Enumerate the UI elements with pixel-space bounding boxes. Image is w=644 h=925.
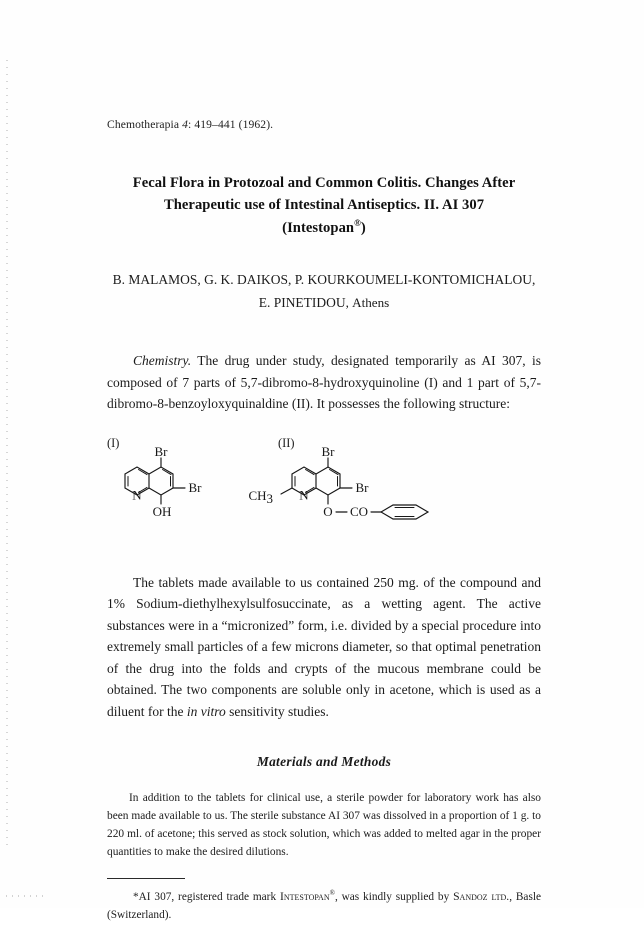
compound-two-methyl-label: CH3 [248,487,273,506]
compound-two-br-top-label: Br [321,443,335,459]
tablets-body-text: The tablets made available to us contained 250 mg. of the compound and 1% Sodium-diethylhexylsulfosuccinate, as a wetting agent. The active substances were in a “micronized” form, i.e. divided by a special procedure into extremely small particles of a few microns diameter, so that optimal penetration of the drug into the folds and crypts of the mucous membrane could be obtained. The two components are soluble only in acetone, which is used as a diluent for the [107,574,541,719]
footnote-part-1: *AI 307, registered trade mark [133,890,280,903]
author-list [107,269,541,314]
title-line-3 [107,217,541,239]
compound-two-benzo-ring [316,467,340,495]
page-content [107,118,541,925]
registered-mark-icon: ® [329,888,335,897]
tablets-body-end: sensitivity studies. [225,704,329,719]
title-line-1: Fecal Flora in Protozoal and Common Colitis. Changes After [132,175,516,191]
author-line-2 [107,292,541,314]
journal-colon: : [188,118,195,131]
author-line-1: B. MALAMOS, G. K. DAIKOS, P. KOURKOUMELI-KONTOMICHALOU, [112,272,536,288]
journal-name: Chemotherapia [107,118,180,131]
compound-two-nitrogen-label: N [299,487,309,503]
journal-period: . [270,118,274,131]
chemistry-paragraph [107,350,541,415]
materials-paragraph [107,789,541,862]
footnote-company: Sandoz ltd. [453,889,510,903]
compound-one-hydroxyl-label: OH [152,503,172,519]
materials-body-text: In addition to the tablets for clinical use, a sterile powder for laboratory work has also been made available to us. The sterile substance AI 307 was dissolved in a proportion of 1 g. to 220 ml. of acetone; this served as stock solution, which was added to melted agar in the proper quantities to make the desired dilutions. [107,791,541,859]
compound-two-phenyl-ring [381,505,428,519]
structure-label-two: (II) [278,435,295,450]
chemical-structure-figure [107,436,541,536]
chemistry-lead-in: Chemistry. [133,353,192,369]
structure-label-one: (I) [107,435,120,450]
chemistry-body-text: The drug under study, designated temporarily as AI 307, is composed of 7 parts of 5,7-dibromo-8-hydroxyquinoline (I) and 1 part of 5,7-dibromo-8-benzoyloxyquinaldine (II). It possesses the following structure: [107,353,541,412]
compound-one-benzo-ring [149,467,173,495]
page-title [107,172,541,239]
tablets-paragraph [107,572,541,723]
section-heading-materials-and-methods: Materials and Methods [256,753,392,769]
compound-two-br-right-label: Br [355,479,369,495]
title-paren-close: ) [360,219,366,236]
journal-volume: 4 [182,118,189,131]
footnote-trademark: Intestopan [279,889,330,903]
compound-two-carbonyl-label: CO [349,503,369,519]
title-line-2: Therapeutic use of Intestinal Antiseptics. II. AI 307 [163,197,485,214]
author-name-pinetidou: E. PINETIDOU [258,294,346,310]
compound-two-bond-methyl [281,488,292,494]
author-affiliation: Athens [352,294,390,310]
compound-one-br-right-label: Br [188,479,202,495]
title-brand: (Intestopan [282,219,355,236]
journal-year: (1962) [238,118,271,131]
footnote-part-2: , was kindly supplied by [334,890,454,903]
chemical-structures-svg [107,436,541,536]
scan-bottom-artifact [6,895,46,897]
scan-edge-artifact [6,60,8,850]
compound-two-ester-o-label: O [323,503,333,519]
author-affiliation-sep: , [345,294,353,310]
compound-one-nitrogen-label: N [132,487,142,503]
footnote [107,888,541,925]
footnote-separator [107,878,185,879]
compound-one-br-top-label: Br [154,443,168,459]
journal-reference [107,118,541,131]
footnote-part-3: , Basle (Switzerland). [107,890,541,922]
registered-mark-icon: ® [354,218,361,229]
journal-pages: 419–441 [194,118,236,131]
in-vitro-italic: in vitro [186,704,226,719]
